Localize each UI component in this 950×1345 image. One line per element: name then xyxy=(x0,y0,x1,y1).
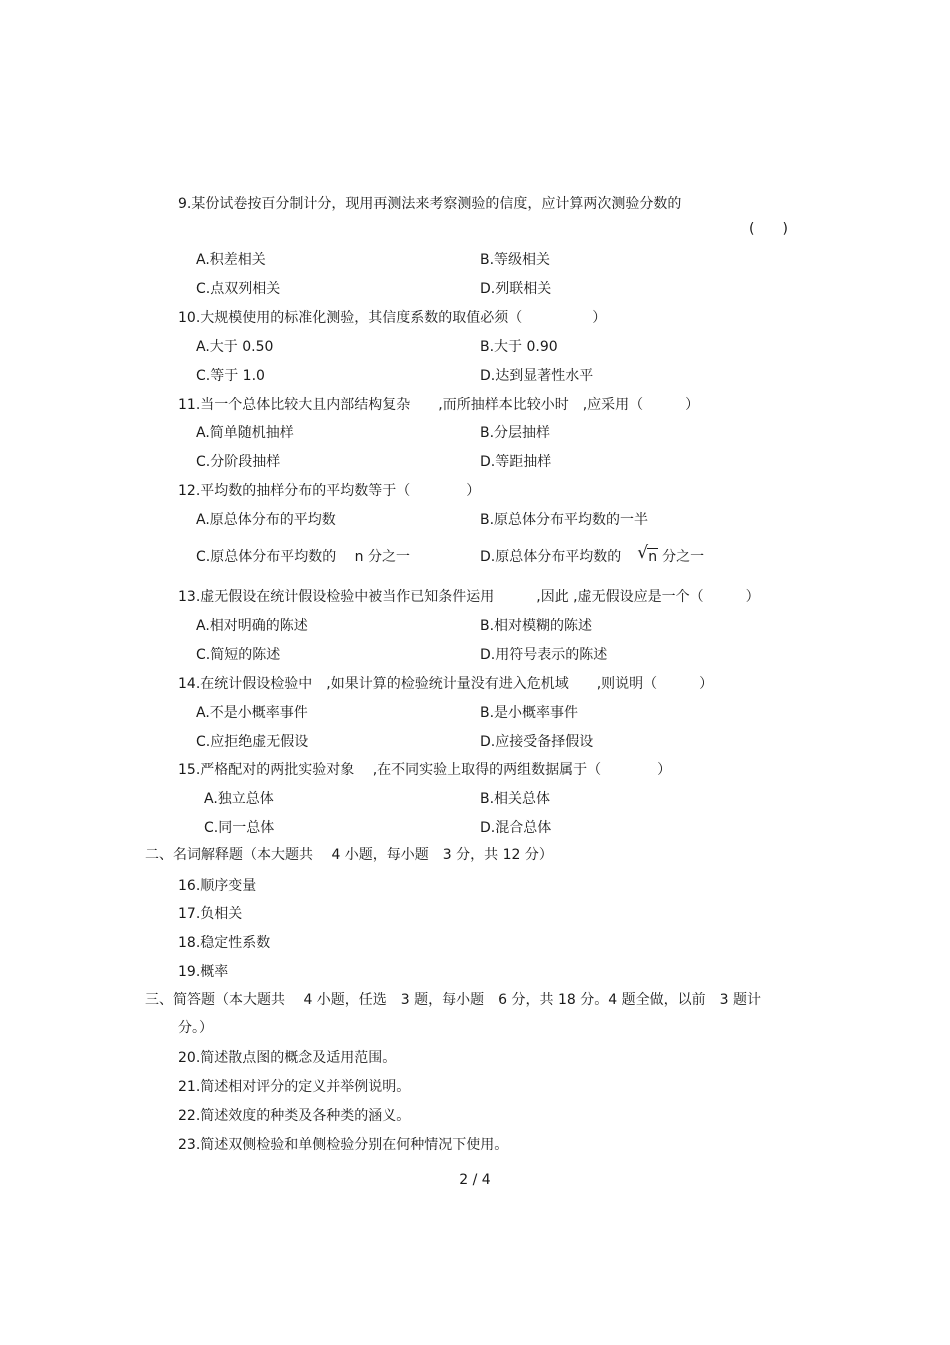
option-b: B.相关总体 xyxy=(480,791,551,807)
section-3-title: 三、简答题（本大题共 4 小题，任选 3 题，每小题 6 分，共 18 分。4 题全做，以前 3 题计 xyxy=(145,992,761,1008)
question-11: 11.当一个总体比较大且内部结构复杂 ,而所抽样本比较小时 ,应采用（ ） xyxy=(178,397,700,413)
section-2-title: 二、名词解释题（本大题共 4 小题，每小题 3 分，共 12 分） xyxy=(145,847,553,863)
page-number: 2 / 4 xyxy=(459,1172,491,1188)
option-a: A.简单随机抽样 xyxy=(196,425,294,441)
option-c: C.同一总体 xyxy=(204,820,275,836)
term-item: 16.顺序变量 xyxy=(178,878,257,894)
question-15: 15.严格配对的两批实验对象 ,在不同实验上取得的两组数据属于（ ） xyxy=(178,762,672,778)
option-a: A.独立总体 xyxy=(204,791,274,807)
option-a: A.大于 0.50 xyxy=(196,339,274,355)
option-d-suffix: 分之一 xyxy=(662,549,705,565)
short-answer-item: 22.简述效度的种类及各种类的涵义。 xyxy=(178,1108,411,1124)
term-item: 18.稳定性系数 xyxy=(178,935,271,951)
option-c: C.点双列相关 xyxy=(196,281,281,297)
option-a: A.不是小概率事件 xyxy=(196,705,308,721)
option-c: C.分阶段抽样 xyxy=(196,454,281,470)
short-answer-item: 21.简述相对评分的定义并举例说明。 xyxy=(178,1079,411,1095)
option-c: C.原总体分布平均数的 n 分之一 xyxy=(196,549,410,565)
question-10: 10.大规模使用的标准化测验，其信度系数的取值必须（ ） xyxy=(178,310,607,326)
option-d xyxy=(480,543,705,566)
option-c: C.简短的陈述 xyxy=(196,647,281,663)
option-a: A.相对明确的陈述 xyxy=(196,618,308,634)
question-12: 12.平均数的抽样分布的平均数等于（ ） xyxy=(178,483,481,499)
option-b: B.原总体分布平均数的一半 xyxy=(480,512,649,528)
question-13: 13.虚无假设在统计假设检验中被当作已知条件运用 ,因此 ,虚无假设应是一个（ ） xyxy=(178,589,760,605)
question-9: 9.某份试卷按百分制计分，现用再测法来考察测验的信度，应计算两次测验分数的 xyxy=(178,196,682,212)
sqrt-argument: n xyxy=(648,549,658,565)
term-item: 17.负相关 xyxy=(178,906,243,922)
option-b: B.是小概率事件 xyxy=(480,705,579,721)
option-d: D.应接受备择假设 xyxy=(480,734,594,750)
option-c: C.等于 1.0 xyxy=(196,368,265,384)
sqrt-symbol: √ n xyxy=(637,543,658,565)
answer-paren: ( ) xyxy=(749,221,788,237)
section-3-title-cont: 分。） xyxy=(178,1020,213,1036)
option-d: D.等距抽样 xyxy=(480,454,552,470)
question-14: 14.在统计假设检验中 ,如果计算的检验统计量没有进入危机域 ,则说明（ ） xyxy=(178,676,714,692)
option-d: D.列联相关 xyxy=(480,281,552,297)
option-b: B.等级相关 xyxy=(480,252,551,268)
option-d: D.达到显著性水平 xyxy=(480,368,594,384)
option-a: A.原总体分布的平均数 xyxy=(196,512,336,528)
option-c: C.应拒绝虚无假设 xyxy=(196,734,309,750)
short-answer-item: 20.简述散点图的概念及适用范围。 xyxy=(178,1050,397,1066)
option-b: B.大于 0.90 xyxy=(480,339,558,355)
term-item: 19.概率 xyxy=(178,964,229,980)
option-d: D.混合总体 xyxy=(480,820,552,836)
option-d: D.用符号表示的陈述 xyxy=(480,647,608,663)
short-answer-item: 23.简述双侧检验和单侧检验分别在何种情况下使用。 xyxy=(178,1137,509,1153)
option-b: B.相对模糊的陈述 xyxy=(480,618,593,634)
option-b: B.分层抽样 xyxy=(480,425,551,441)
option-a: A.积差相关 xyxy=(196,252,266,268)
option-d-text: D.原总体分布平均数的 xyxy=(480,549,622,565)
